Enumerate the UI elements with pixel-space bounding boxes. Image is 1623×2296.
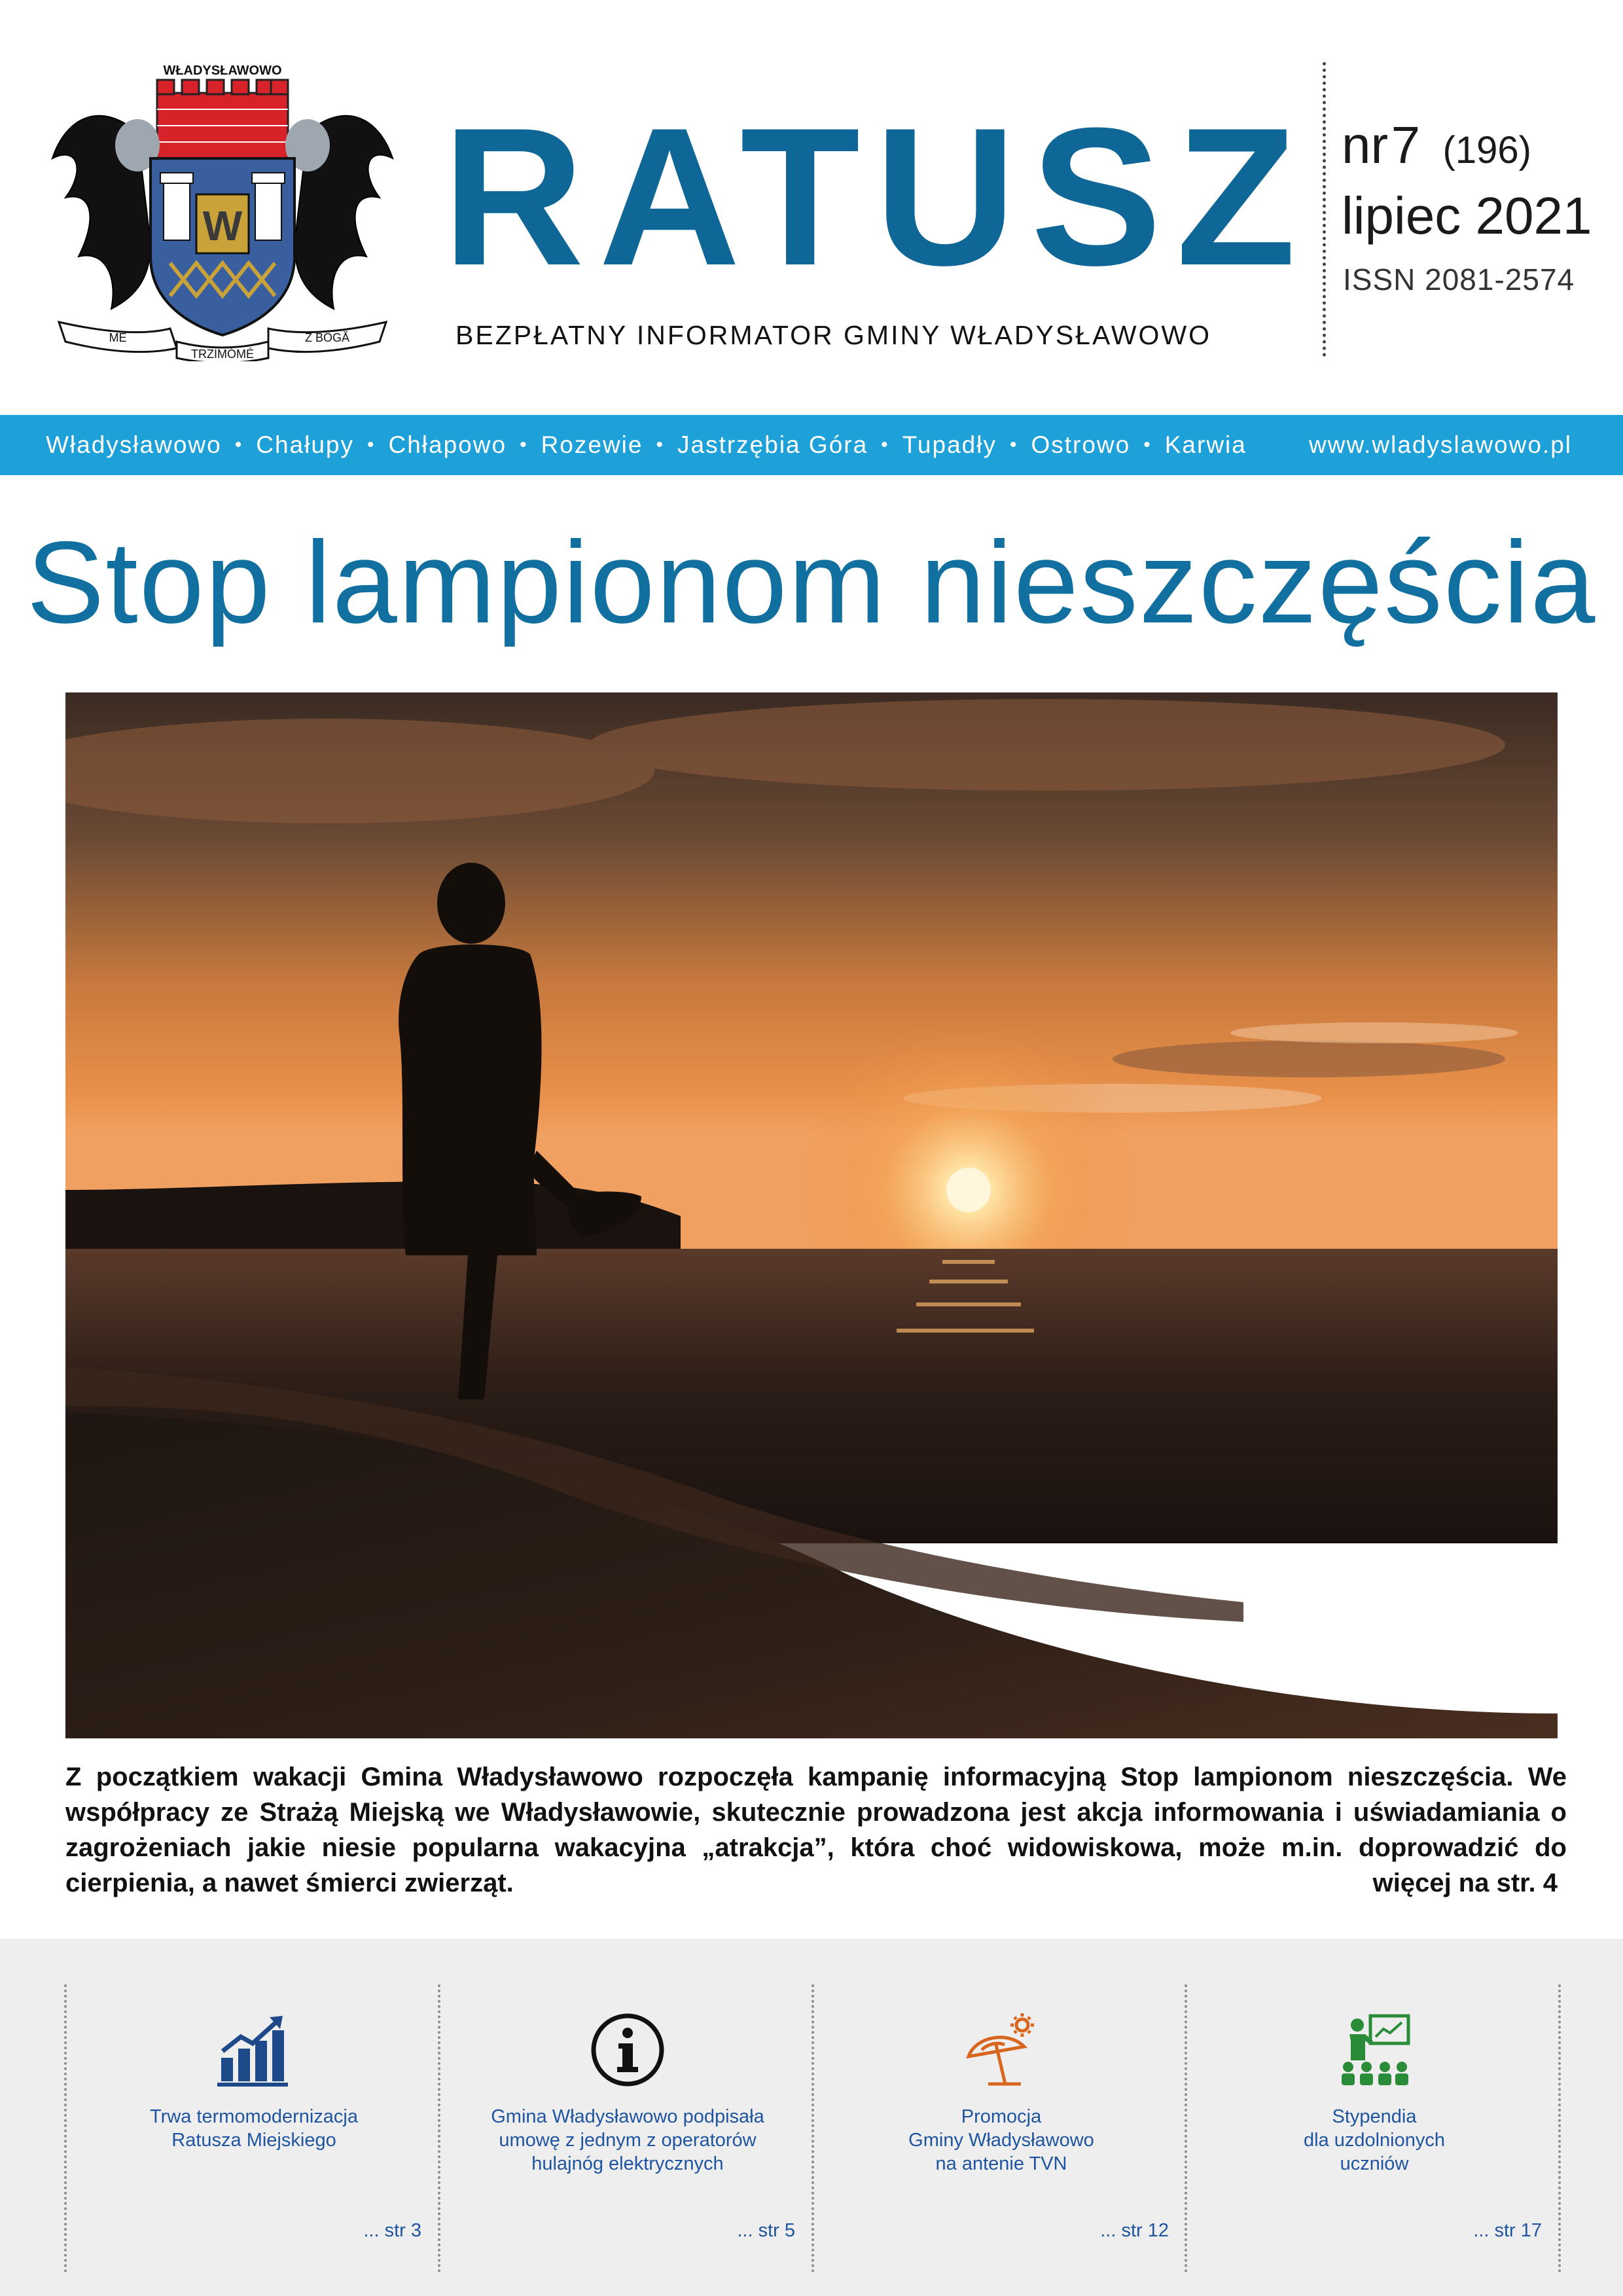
locality-item[interactable]: Rozewie	[541, 431, 643, 458]
issue-total: (196)	[1442, 129, 1531, 171]
masthead-title: RATUSZ	[442, 86, 1311, 306]
crest-shield-letter: W	[202, 202, 243, 249]
cover-photo-sunset-beach	[65, 692, 1558, 1738]
locality-item[interactable]: Ostrowo	[1031, 431, 1131, 458]
crest-name-banner: WŁADYSŁAWOWO	[163, 63, 282, 78]
issue-prefix: nr	[1342, 116, 1389, 174]
bar-chart-growth-icon	[215, 2011, 293, 2089]
locality-separator: •	[234, 434, 243, 456]
crest-motto-1: MÉ	[109, 331, 127, 344]
locality-separator: •	[366, 434, 376, 456]
locality-separator: •	[520, 434, 528, 456]
teaser-item[interactable]	[67, 2011, 441, 2266]
locality-item[interactable]: Władysławowo	[46, 431, 222, 458]
teaser-page-ref: ... str 17	[1473, 2220, 1542, 2241]
municipal-coat-of-arms-logo	[39, 60, 406, 361]
locality-item[interactable]: Tupadły	[902, 431, 997, 458]
locality-separator: •	[1143, 434, 1152, 456]
teaser-page-ref: ... str 12	[1100, 2220, 1169, 2241]
teaser-text: Promocja Gminy Władysławowo na antenie TVN	[908, 2106, 1094, 2174]
headline: Stop lampionom nieszczęścia	[26, 517, 1597, 647]
locality-item[interactable]: Jastrzębia Góra	[677, 431, 868, 458]
issue-number	[1342, 113, 1531, 178]
crest-motto-3: Z BÔGĂ	[304, 331, 350, 344]
beach-umbrella-sun-icon	[962, 2011, 1041, 2089]
lead-continued-link[interactable]: więcej na str. 4	[1372, 1869, 1558, 1897]
info-icon	[588, 2011, 667, 2089]
masthead-subtitle: BEZPŁATNY INFORMATOR GMINY WŁADYSŁAWOWO	[455, 320, 1212, 350]
locality-bar	[0, 415, 1623, 475]
teaser-item[interactable]	[440, 2011, 815, 2266]
teaser-item[interactable]	[814, 2011, 1188, 2266]
teaser-text: Stypendia dla uzdolnionych uczniów	[1303, 2106, 1446, 2174]
teaser-text: Trwa termomodernizacja Ratusza Miejskiego	[149, 2106, 359, 2151]
locality-item[interactable]: Karwia	[1164, 431, 1247, 458]
teaser-item[interactable]	[1187, 2011, 1561, 2266]
issn: ISSN 2081-2574	[1343, 262, 1575, 296]
locality-item[interactable]: Chłapowo	[388, 431, 507, 458]
teaser-page-ref: ... str 5	[737, 2220, 795, 2241]
locality-separator: •	[656, 434, 664, 456]
teaser-text: Gmina Władysławowo podpisała umowę z jednym z operatorów hulajnóg elektrycznych	[491, 2106, 764, 2174]
presentation-board-icon	[1335, 2011, 1414, 2089]
locality-list	[46, 431, 1247, 459]
locality-item[interactable]: Chałupy	[256, 431, 354, 458]
locality-separator: •	[1009, 434, 1018, 456]
teaser-area	[0, 1939, 1623, 2296]
crest-motto-2: TRZIMÓMÉ	[191, 348, 254, 361]
website-link[interactable]: www.wladyslawowo.pl	[1309, 431, 1572, 458]
lead-paragraph: Z początkiem wakacji Gmina Władysławowo rozpoczęła kampanię informacyjną Stop lampionom nieszczęścia. We współpracy ze Strażą Miejską we Władysławowie, skutecznie prowadzona jest akcja informowania i uświadamiania o zagrożeniach jakie niesie popularna wakacyjna „atrakcja”, która choć widowiskowa, może m.in. doprowadzić do cierpienia, a nawet śmierci zwierząt.	[65, 1763, 1567, 1897]
locality-separator: •	[881, 434, 889, 456]
issue-divider	[1323, 62, 1326, 357]
issue-date: lipiec 2021	[1342, 187, 1592, 245]
teaser-page-ref: ... str 3	[363, 2220, 421, 2241]
issue-value: 7	[1391, 116, 1421, 174]
